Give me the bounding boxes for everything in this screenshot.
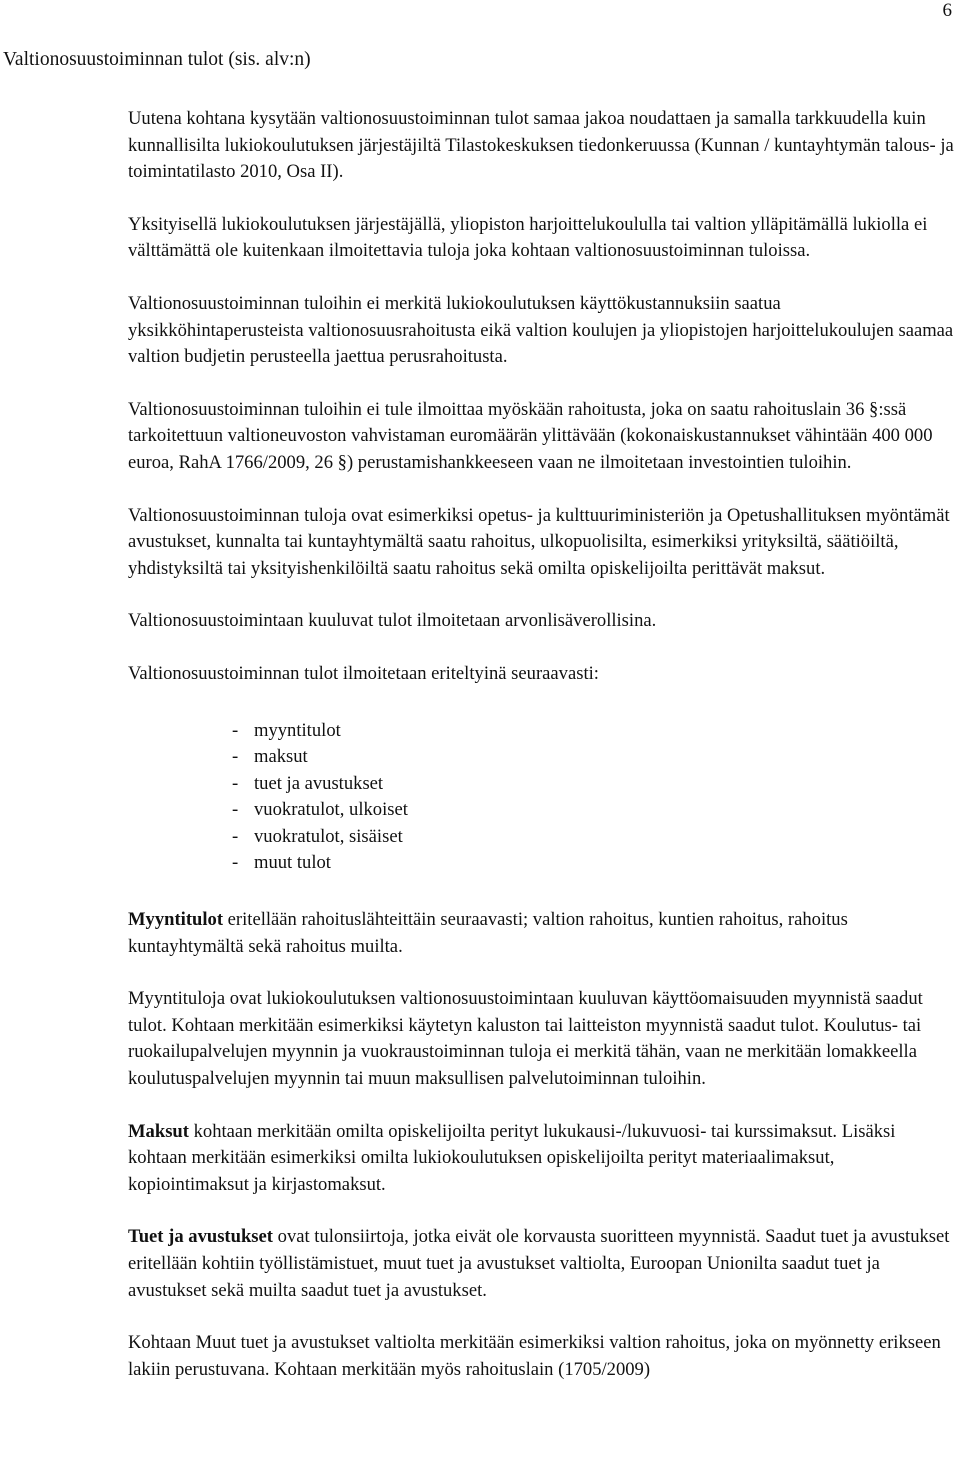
list-item: [232, 850, 958, 877]
paragraph-private-providers: Yksityisellä lukiokoulutuksen järjestäjällä, yliopiston harjoittelukoululla tai valtion ylläpitämällä lukiolla ei välttämättä ole kuitenkaan ilmoitettavia tuloja joka kohtaan valtionosuustoiminnan tuloissa.: [128, 213, 928, 262]
section-heading: Valtionosuustoiminnan tulot (sis. alv:n): [3, 49, 311, 70]
list-dash: -: [232, 772, 239, 794]
list-item: [232, 718, 958, 745]
paragraph-intro: Uutena kohtana kysytään valtionosuustoiminnan tulot samaa jakoa noudattaen ja samalla tarkkuudella kuin kunnallisilta lukiokoulutuksen järjestäjiltä Tilastokeskuksen tiedonkeruussa (Kunnan / kuntayhtymän talous- ja toimintatilasto 2010, Osa II).: [128, 108, 954, 183]
paragraph-excluded-investment: Valtionosuustoiminnan tuloihin ei tule ilmoittaa myöskään rahoitusta, joka on saatu rahoituslain 36 §:ssä tarkoitettuun valtioneuvoston vahvistaman euromäärän ylittävään (kokonaiskustannukset vähintään 400 000 euroa, RahA 1766/2009, 26 §) perustamishankkeeseen vaan ne ilmoitetaan investointien tuloihin.: [128, 398, 933, 473]
paragraph-myyntitulot-detail: Myyntituloja ovat lukiokoulutuksen valtionosuustoimintaan kuuluvan käyttöomaisuuden myynnistä saadut tulot. Kohtaan merkitään esimerkiksi käytetyn kaluston tai laitteiston myynnistä saadut tulot. Koulutus- tai ruokailupalvelujen myynnin ja vuokraustoiminnan tuloja ei merkitä tähän, vaan ne merkitään lomakkeella koulutuspalvelujen myynnin tai muun maksullisen palvelutoiminnan tuloihin.: [128, 988, 923, 1090]
list-dash: -: [232, 852, 239, 874]
list-dash: -: [232, 799, 239, 821]
list-dash: -: [232, 825, 239, 847]
paragraph-tuet: [128, 1224, 958, 1304]
paragraph-excluded-funding: Valtionosuustoiminnan tuloihin ei merkitä lukiokoulutuksen käyttökustannuksiin saatua yksikköhintaperusteista valtionosuusrahoitusta eikä valtion koulujen ja yliopistojen harjoittelukoulujen saamaa valtion budjetin perusteella jaettua perusrahoitusta.: [128, 292, 954, 368]
list-item: [232, 797, 958, 824]
page-number: 6: [942, 0, 952, 21]
list-dash: -: [232, 746, 239, 768]
list-item: [232, 824, 958, 851]
list-item-label: muut tulot: [254, 852, 331, 874]
income-category-list: [128, 718, 958, 878]
term-myyntitulot: Myyntitulot: [128, 909, 224, 931]
list-item-label: maksut: [254, 746, 308, 768]
text-maksut: kohtaan merkitään omilta opiskelijoilta perityt lukukausi-/lukuvuosi- tai kurssimaksut. Lisäksi kohtaan merkitään esimerkiksi omilta lukiokoulutuksen opiskelijoilta perityt materiaalimaksut, kopiointimaksut ja kirjastomaksut.: [128, 1120, 896, 1195]
list-item: [232, 771, 958, 798]
text-tuet: ovat tulonsiirtoja, jotka eivät ole korvausta suoritteen myynnistä. Saadut tuet ja avustukset eritellään kohtiin työllistämistuet, muut tuet ja avustukset valtiolta, Euroopan Unionilta saadut tuet ja avustukset sekä muilta saadut tuet ja avustukset.: [128, 1226, 950, 1301]
list-item-label: vuokratulot, sisäiset: [254, 825, 403, 847]
paragraph-maksut: [128, 1119, 958, 1199]
paragraph-myyntitulot: [128, 907, 958, 960]
list-dash: -: [232, 719, 239, 741]
text-myyntitulot: eritellään rahoituslähteittäin seuraavasti; valtion rahoitus, kuntien rahoitus, rahoitus kuntayhtymältä sekä rahoitus muilta.: [128, 909, 848, 957]
paragraph-muut-tuet: Kohtaan Muut tuet ja avustukset valtiolta merkitään esimerkiksi valtion rahoitus, joka on myönnetty erikseen lakiin perustuvana. Kohtaan merkitään myös rahoituslain (1705/2009): [128, 1332, 941, 1380]
paragraph-list-intro: Valtionosuustoiminnan tulot ilmoitetaan eriteltyinä seuraavasti:: [128, 662, 599, 684]
list-item-label: myyntitulot: [254, 719, 341, 741]
document-body: [128, 106, 958, 1409]
list-item: [232, 744, 958, 771]
list-item-label: vuokratulot, ulkoiset: [254, 799, 408, 821]
list-item-label: tuet ja avustukset: [254, 772, 384, 794]
paragraph-examples: Valtionosuustoiminnan tuloja ovat esimerkiksi opetus- ja kulttuuriministeriön ja Opetushallituksen myöntämät avustukset, kunnalta tai kuntayhtymältä saatu rahoitus, ulkopuolisilta, esimerkiksi yrityksiltä, säätiöiltä, yhdistyksiltä tai yksityishenkilöiltä saatu rahoitus sekä omilta opiskelijoilta perittävät maksut.: [128, 504, 950, 579]
term-maksut: Maksut: [128, 1120, 189, 1142]
term-tuet-ja-avustukset: Tuet ja avustukset: [128, 1226, 273, 1248]
paragraph-vat: Valtionosuustoimintaan kuuluvat tulot ilmoitetaan arvonlisäverollisina.: [128, 610, 657, 632]
